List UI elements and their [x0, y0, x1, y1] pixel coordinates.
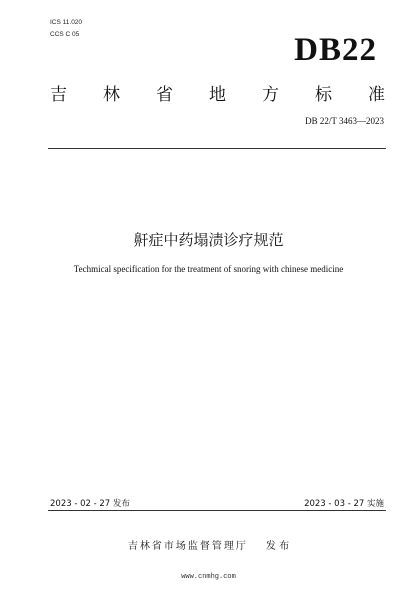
ics-code: ICS 11.020	[50, 19, 83, 26]
category-char: 吉	[50, 85, 67, 105]
document-title-english: Techmical specification for the treatment of snoring with chinese medicine	[73, 264, 344, 274]
category-char: 方	[262, 85, 279, 105]
issuing-organization: 吉林省市场监督管理厅	[127, 541, 248, 552]
issuer-line	[0, 537, 417, 552]
watermark-url: www.cnmhg.com	[181, 573, 236, 581]
db22-logo: DB22	[294, 32, 377, 68]
ccs-code: CCS C 05	[50, 31, 80, 38]
category-char: 标	[315, 85, 332, 105]
standard-category	[50, 80, 385, 105]
category-char: 林	[103, 85, 120, 105]
top-divider	[48, 148, 386, 149]
category-char: 地	[209, 85, 226, 105]
issue-action: 发 布	[265, 541, 290, 552]
bottom-divider	[48, 510, 386, 511]
category-char: 省	[156, 85, 173, 105]
implementation-date: 2023 - 03 - 27 实施	[304, 499, 384, 509]
standard-number: DB 22/T 3463—2023	[305, 116, 384, 126]
issue-date: 2023 - 02 - 27 发布	[50, 499, 130, 509]
category-char: 准	[368, 85, 385, 105]
document-title-chinese: 鼾症中药塌渍诊疗规范	[133, 231, 284, 249]
